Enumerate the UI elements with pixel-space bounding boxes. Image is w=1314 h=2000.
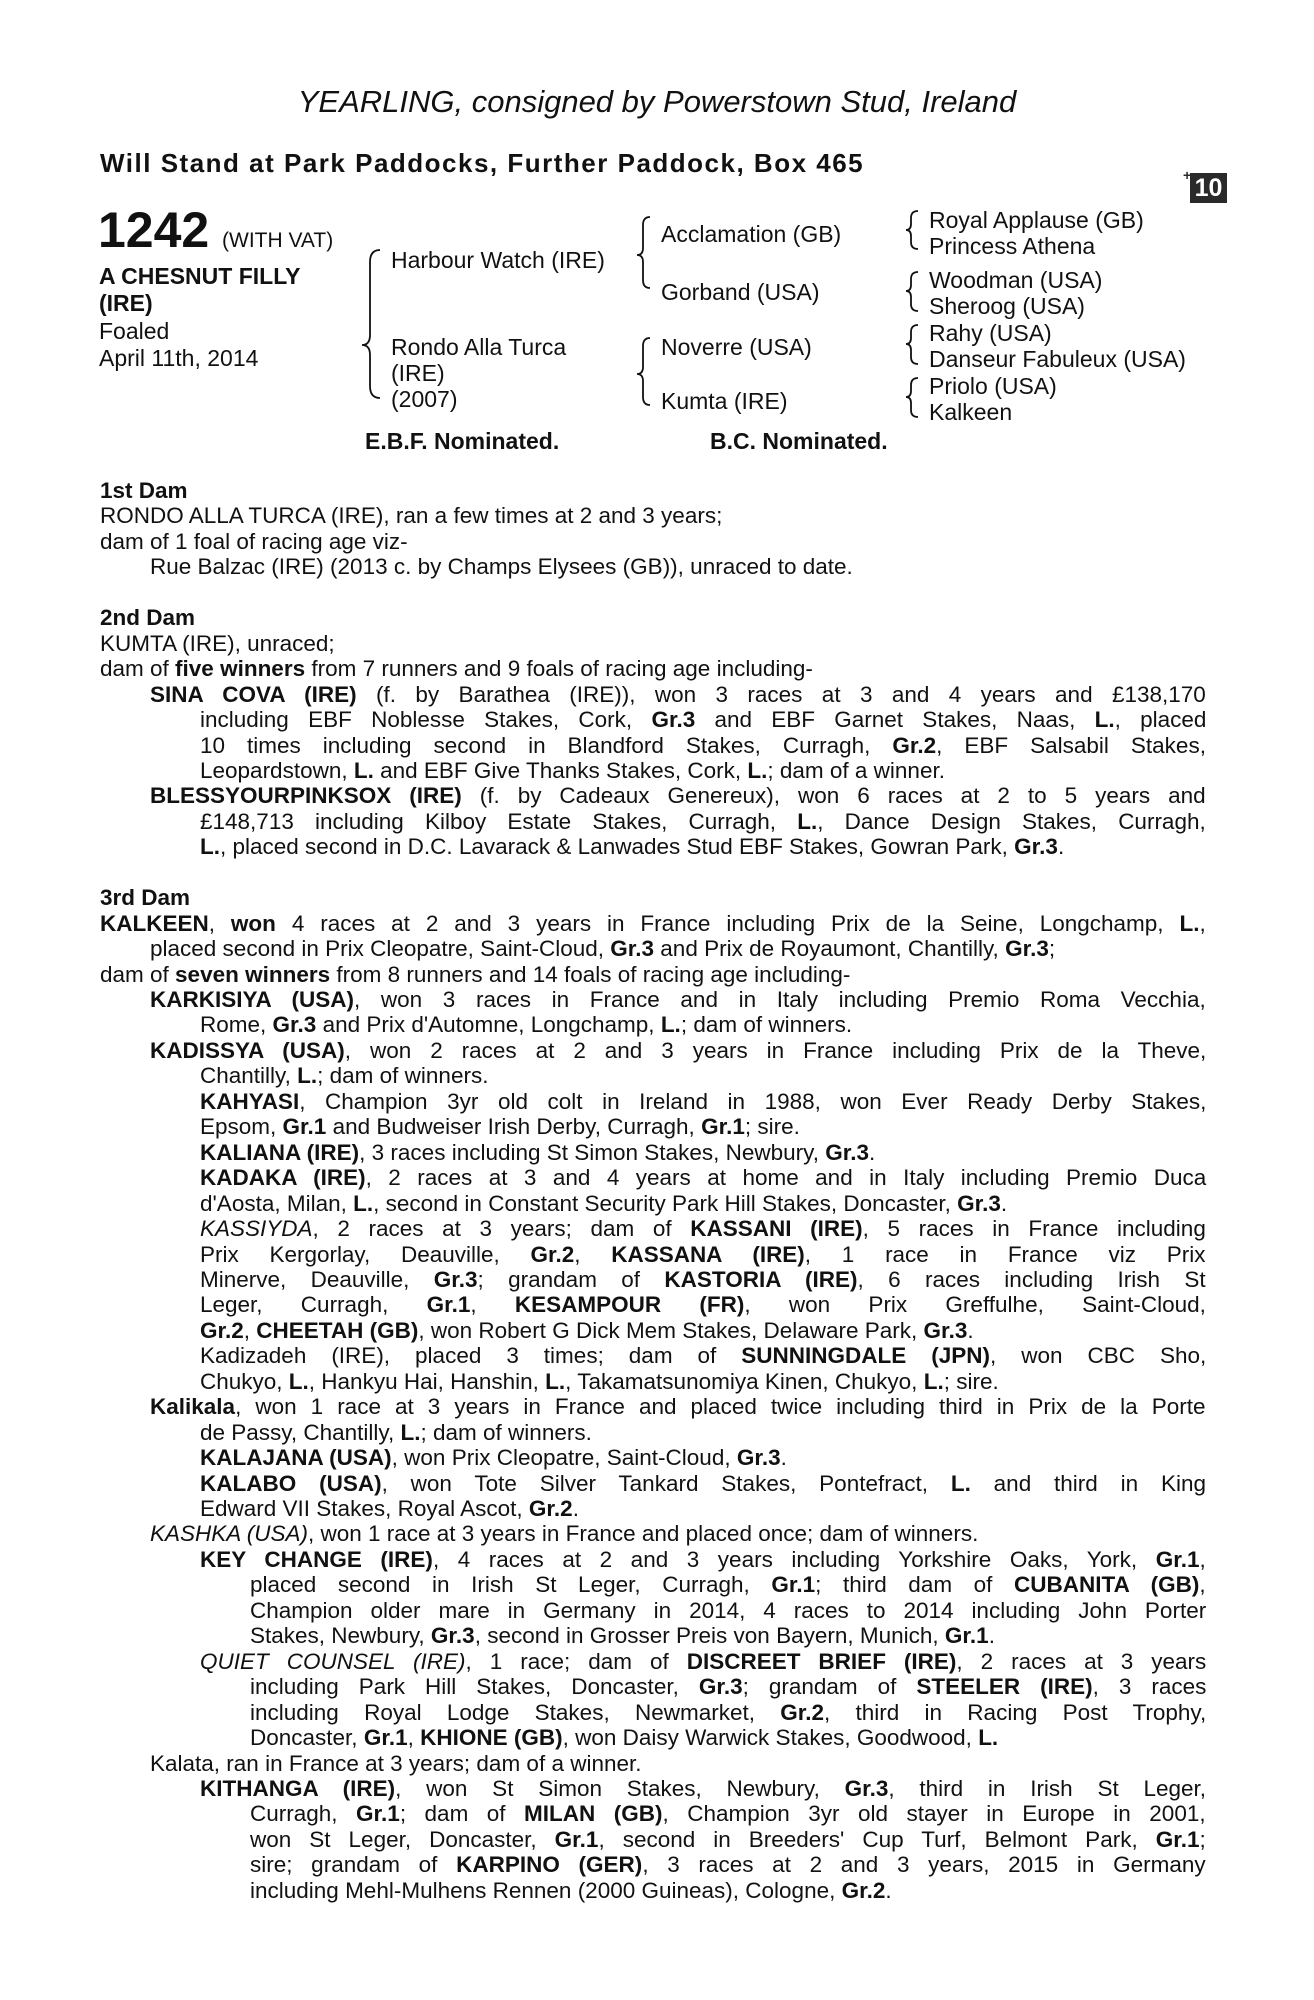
text-span: Gr.3 [1005, 936, 1049, 962]
text-line [200, 1445, 787, 1470]
text-span: Gr.3 [736, 1445, 781, 1471]
text-span: , [470, 1292, 515, 1318]
text-line [200, 1140, 875, 1165]
text-line [200, 1114, 800, 1139]
text-span: CUBANITA (GB) [1014, 1572, 1200, 1598]
text-span: Edward VII Stakes, Royal Ascot, [200, 1496, 529, 1521]
section-heading: 3rd Dam [100, 885, 191, 911]
text-span: , won Robert G Dick Mem Stakes, Delaware Park, [418, 1317, 924, 1343]
text-line [200, 809, 1206, 834]
text-line [200, 1292, 1206, 1317]
text-line [200, 1089, 1206, 1114]
text-span: , won Tote Silver Tankard Stakes, Pontefract, [381, 1470, 951, 1496]
text-span: BLESSYOURPINKSOX (IRE) [150, 783, 462, 809]
text-span: seven winners [175, 961, 331, 987]
text-span: KARPINO (GER) [456, 1852, 643, 1878]
text-span: placed second in Prix Cleopatre, Saint-Cloud, [150, 936, 611, 962]
text-span: L. [353, 1190, 374, 1216]
text-span: , 2 races at 3 years [956, 1648, 1207, 1674]
text-span: , 2 races at 3 and 4 years at home and in Italy including Premio Duca [365, 1165, 1207, 1191]
text-span: ; dam of a winner. [767, 757, 945, 783]
text-line [200, 1318, 974, 1343]
text-span: , Champion 3yr old colt in Ireland in 1988, won Ever Ready Derby Stakes, [299, 1088, 1207, 1114]
text-span: Chantilly, [200, 1063, 298, 1089]
text-span: Rome, [200, 1012, 273, 1038]
text-span: , 6 races including Irish St [857, 1266, 1206, 1292]
text-span: , third in Irish St Leger, [888, 1775, 1207, 1801]
text-line [200, 1063, 488, 1088]
text-span: ; [1048, 936, 1056, 962]
text-span: , [208, 910, 231, 936]
text-span: Gr.3 [651, 707, 696, 733]
pedigree-dss: Rahy (USA) [929, 320, 1052, 346]
text-span: Gr.2 [200, 1317, 244, 1343]
text-line [200, 733, 1206, 758]
text-span: KHIONE (GB) [420, 1725, 563, 1751]
text-span: RONDO ALLA TURCA (IRE), ran a few times at 2 and 3 years; [100, 503, 723, 529]
text-span: ; grandam of [477, 1266, 665, 1292]
text-span: KASTORIA (IRE) [664, 1266, 858, 1292]
bc-nominated: B.C. Nominated. [710, 428, 888, 454]
text-span: Gr.3 [844, 1775, 889, 1801]
text-span: Gr.1 [282, 1114, 327, 1140]
text-span: Gr.3 [825, 1139, 869, 1165]
text-span: L. [797, 808, 818, 834]
text-span: five winners [175, 656, 306, 682]
foaled-date: April 11th, 2014 [99, 345, 259, 371]
text-span: L. [660, 1012, 681, 1038]
text-span: dam of [100, 961, 176, 987]
text-line [200, 1343, 1206, 1368]
text-span: Leopardstown, [200, 757, 354, 783]
text-span: Doncaster, [250, 1725, 364, 1751]
text-span: L. [200, 834, 220, 860]
text-span: Gr.3 [430, 1623, 475, 1649]
pedigree-dam-line-3: (2007) [391, 386, 458, 412]
text-line [150, 682, 1206, 707]
lot-description-line-1: A CHESNUT FILLY [99, 263, 301, 289]
text-span: (f. by Cadeaux Genereux), won 6 races at 2 to 5 years and [461, 783, 1206, 809]
text-span: Kadizadeh (IRE), placed 3 times; dam of [200, 1343, 742, 1369]
text-span: £148,713 including Kilboy Estate Stakes, Curragh, [200, 808, 798, 834]
text-span: Gr.1 [944, 1623, 989, 1649]
text-span: , [407, 1725, 421, 1751]
section-heading: 1st Dam [100, 478, 188, 503]
text-span: including EBF Noblesse Stakes, Cork, [200, 707, 652, 733]
text-span: ; [1199, 1826, 1206, 1852]
text-span: ; third dam of [815, 1572, 1015, 1598]
text-line [150, 987, 1206, 1012]
text-span: , [1199, 910, 1206, 936]
text-span: DISCREET BRIEF (IRE) [686, 1648, 957, 1674]
text-span: dam of 1 foal of racing age viz- [100, 528, 408, 554]
text-line [200, 1496, 579, 1521]
text-span: L. [400, 1419, 421, 1445]
text-span: CHEETAH (GB) [256, 1317, 419, 1343]
text-span: STEELER (IRE) [916, 1674, 1093, 1700]
text-span: Gr.2 [780, 1699, 825, 1725]
text-span: , 1 race; dam of [465, 1648, 687, 1674]
text-line [100, 656, 813, 681]
text-span: , 4 races at 2 and 3 years including Yorkshire Oaks, York, [432, 1546, 1156, 1572]
text-line [250, 1598, 1206, 1623]
text-span: from 7 runners and 9 foals of racing age including- [305, 656, 813, 682]
text-span: , second in Constant Security Park Hill Stakes, Doncaster, [373, 1190, 958, 1216]
text-span: KEY CHANGE (IRE) [200, 1546, 433, 1572]
text-line [200, 1216, 1206, 1241]
text-span: including Mehl-Mulhens Rennen (2000 Guineas), Cologne, [250, 1877, 842, 1903]
brace-main [362, 250, 380, 398]
text-span: L. [288, 1368, 309, 1394]
text-span: Kalata, ran in France at 3 years; dam of a winner. [150, 1750, 642, 1776]
text-line [200, 1420, 592, 1445]
text-span: , Hankyu Hai, Hanshin, [308, 1368, 546, 1394]
text-span: MILAN (GB) [524, 1801, 663, 1827]
text-line [200, 1012, 852, 1037]
text-span: and Prix d'Automne, Longchamp, [316, 1012, 661, 1038]
text-line [200, 1776, 1206, 1801]
text-span: Rue Balzac (IRE) (2013 c. by Champs Elysees (GB)), unraced to date. [150, 554, 853, 580]
text-span: KALABO (USA) [200, 1470, 382, 1496]
text-span: KASSIYDA [200, 1216, 313, 1242]
text-line [250, 1623, 995, 1648]
pedigree-ssd: Princess Athena [929, 233, 1096, 259]
text-span: , won 2 races at 2 and 3 years in France including Prix de la Theve, [344, 1037, 1207, 1063]
text-span: Gr.2 [530, 1241, 575, 1267]
text-span: Chukyo, [200, 1368, 289, 1394]
text-span: KALIANA (IRE) [200, 1139, 360, 1165]
text-span: L. [978, 1725, 999, 1751]
text-span: KALAJANA (USA) [200, 1445, 392, 1471]
text-span: . [967, 1317, 974, 1343]
text-span: , second in Breeders' Cup Turf, Belmont Park, [598, 1826, 1156, 1852]
pedigree-sire-sire: Acclamation (GB) [661, 221, 842, 247]
badge-value: 10 [1194, 174, 1223, 202]
text-line [150, 936, 1055, 961]
text-span: de Passy, Chantilly, [200, 1419, 401, 1445]
text-span: , 1 race in France viz Prix [804, 1241, 1206, 1267]
pedigree-ddd: Kalkeen [929, 399, 1013, 425]
text-line [250, 1674, 1206, 1699]
text-span: , placed [1114, 707, 1207, 733]
text-line [150, 1751, 642, 1776]
text-span: Gr.2 [841, 1877, 886, 1903]
text-line [200, 1191, 1007, 1216]
pedigree-sss: Royal Applause (GB) [929, 207, 1144, 233]
text-line [100, 478, 188, 503]
text-line [100, 503, 722, 528]
text-span: . [572, 1496, 579, 1521]
text-span: placed second in Irish St Leger, Curragh, [250, 1572, 772, 1598]
text-span: , [574, 1241, 612, 1267]
text-span: KASSANI (IRE) [690, 1216, 863, 1242]
text-span: , Champion 3yr old stayer in Europe in 2001, [662, 1801, 1206, 1827]
text-span: Gr.1 [363, 1725, 408, 1751]
text-span: Gr.2 [528, 1496, 573, 1521]
text-line [150, 1521, 978, 1546]
text-span: , [1199, 1546, 1206, 1572]
text-span: , placed second in D.C. Lavarack & Lanwades Stud EBF Stakes, Gowran Park, [220, 834, 1015, 860]
text-span: Gr.3 [1014, 834, 1058, 860]
stand-location: Will Stand at Park Paddocks, Further Paddock, Box 465 [100, 148, 865, 178]
text-span: , Takamatsunomiya Kinen, Chukyo, [565, 1368, 924, 1394]
text-span: Prix Kergorlay, Deauville, [200, 1241, 531, 1267]
text-line [150, 1394, 1206, 1419]
lot-number: 1242 [98, 202, 210, 258]
pedigree-sdd: Sheroog (USA) [929, 293, 1085, 319]
text-span: ; dam of winners. [420, 1419, 592, 1445]
text-span: Gr.1 [426, 1292, 471, 1318]
lot-description-line-2: (IRE) [99, 290, 153, 316]
text-line [100, 605, 195, 630]
text-span: L. [353, 757, 374, 783]
text-span: Gr.3 [698, 1674, 743, 1700]
text-span: KAHYASI [200, 1088, 300, 1114]
text-line [150, 554, 853, 579]
text-span: dam of [100, 656, 176, 682]
text-span: 10 times including second in Blandford Stakes, Curragh, [200, 732, 893, 758]
text-span: , won Prix Greffulhe, Saint-Cloud, [744, 1292, 1206, 1318]
foaled-label: Foaled [99, 318, 170, 344]
text-span: , [1199, 1572, 1206, 1598]
text-span: Gr.3 [957, 1190, 1001, 1216]
text-span: , won Daisy Warwick Stakes, Goodwood, [562, 1725, 979, 1751]
text-span: , 3 races including St Simon Stakes, Newbury, [359, 1139, 826, 1165]
text-span: , 5 races in France including [862, 1216, 1206, 1242]
text-span: , second in Grosser Preis von Bayern, Munich, [474, 1623, 945, 1649]
text-span: Champion older mare in Germany in 2014, 4 races to 2014 including John Porter [250, 1597, 1207, 1623]
text-span: KESAMPOUR (FR) [514, 1292, 745, 1318]
pedigree-dds: Priolo (USA) [929, 373, 1057, 399]
text-span: KADAKA (IRE) [200, 1165, 366, 1191]
pedigree-dam-line-1: Rondo Alla Turca [391, 334, 567, 360]
text-line [150, 783, 1206, 808]
text-span: Gr.1 [356, 1801, 400, 1827]
pedigree-dam-dam: Kumta (IRE) [661, 388, 788, 414]
text-span: . [988, 1623, 995, 1649]
pedigree-sire-dam: Gorband (USA) [661, 279, 820, 305]
lot-vat: (WITH VAT) [222, 229, 334, 252]
text-span: Gr.1 [1155, 1826, 1200, 1852]
text-span: , 3 races at 2 and 3 years, 2015 in Germany [642, 1852, 1206, 1878]
text-span: from 8 runners and 14 foals of racing age including- [330, 961, 851, 987]
text-span: 4 races at 2 and 3 years in France including Prix de la Seine, Longchamp, [275, 910, 1180, 936]
text-span: Kalikala [150, 1394, 236, 1420]
text-span: L. [747, 757, 768, 783]
text-span: , won Prix Cleopatre, Saint-Cloud, [391, 1445, 737, 1471]
text-span: , 2 races at 3 years; dam of [312, 1216, 691, 1242]
brace-ds [906, 325, 918, 364]
badge-plus: + [1183, 167, 1192, 183]
text-span: Gr.1 [701, 1114, 745, 1140]
text-span: ; dam of [399, 1801, 525, 1827]
text-span: and EBF Give Thanks Stakes, Cork, [373, 757, 748, 783]
text-span: including Park Hill Stakes, Doncaster, [250, 1674, 699, 1700]
text-span: and Prix de Royaumont, Chantilly, [654, 936, 1006, 962]
text-line [250, 1852, 1206, 1877]
brace-sire [637, 217, 650, 288]
text-span: Gr.3 [433, 1266, 478, 1292]
text-span: ; dam of winners. [680, 1012, 853, 1038]
text-span: (f. by Barathea (IRE)), won 3 races at 3 and 4 years and £138,170 [356, 681, 1206, 707]
text-line [200, 1471, 1206, 1496]
text-line [250, 1827, 1206, 1852]
text-span: L. [545, 1368, 566, 1394]
text-span: Gr.1 [771, 1572, 816, 1598]
text-span: L. [297, 1063, 318, 1089]
text-span: . [1000, 1190, 1008, 1216]
pedigree-sire: Harbour Watch (IRE) [391, 247, 605, 273]
text-span: KALKEEN [100, 910, 209, 936]
text-line [200, 707, 1206, 732]
text-span: Gr.1 [554, 1826, 599, 1852]
text-line [250, 1878, 892, 1903]
text-span: , won 1 race at 3 years in France and placed twice including third in Prix de la Porte [235, 1394, 1206, 1420]
text-line [200, 834, 1064, 859]
text-span: L. [1179, 910, 1200, 936]
text-line [200, 1267, 1206, 1292]
brace-ss [906, 211, 918, 249]
text-span: SINA COVA (IRE) [150, 681, 357, 707]
pedigree-dsd: Danseur Fabuleux (USA) [929, 346, 1186, 372]
text-line [100, 631, 335, 656]
text-span: ; sire. [943, 1368, 999, 1394]
text-span: . [885, 1877, 892, 1903]
text-line [200, 1242, 1206, 1267]
text-line [100, 885, 190, 910]
text-span: and third in King [970, 1470, 1207, 1496]
text-span: . [780, 1445, 787, 1471]
text-span: KADISSYA (USA) [150, 1037, 345, 1063]
text-span: KITHANGA (IRE) [200, 1775, 396, 1801]
text-span: , Dance Design Stakes, Curragh, [817, 808, 1206, 834]
text-span: , EBF Salsabil Stakes, [936, 732, 1206, 758]
text-line [250, 1801, 1206, 1826]
text-line [200, 1547, 1206, 1572]
text-span: Gr.3 [923, 1317, 968, 1343]
pedigree-dam-line-2: (IRE) [391, 360, 445, 386]
pedigree-dam-sire: Noverre (USA) [661, 334, 812, 360]
text-line [200, 1165, 1206, 1190]
text-span: . [1057, 834, 1065, 860]
text-line [100, 529, 408, 554]
text-line [100, 962, 850, 987]
text-span: Epsom, [200, 1114, 283, 1140]
text-span: , [243, 1317, 257, 1343]
text-span: L. [1094, 707, 1115, 733]
text-span: , third in Racing Post Trophy, [824, 1699, 1207, 1725]
text-span: , 3 races [1092, 1674, 1207, 1700]
text-span: and EBF Garnet Stakes, Naas, [695, 707, 1095, 733]
text-span: QUIET COUNSEL (IRE) [200, 1648, 466, 1674]
text-span: and Budweiser Irish Derby, Curragh, [326, 1114, 702, 1140]
text-line [250, 1725, 998, 1750]
text-span: including Royal Lodge Stakes, Newmarket, [250, 1699, 781, 1725]
text-span: Leger, Curragh, [200, 1292, 427, 1318]
page-header: YEARLING, consigned by Powerstown Stud, Ireland [297, 84, 1017, 119]
text-line [250, 1700, 1206, 1725]
text-span: d'Aosta, Milan, [200, 1190, 354, 1216]
text-span: Gr.1 [1155, 1546, 1200, 1572]
text-span: Gr.3 [272, 1012, 317, 1038]
text-span: KASSANA (IRE) [611, 1241, 805, 1267]
text-line [200, 1369, 999, 1394]
text-span: ; sire. [744, 1114, 800, 1140]
text-span: ; dam of winners. [317, 1063, 489, 1089]
pedigree-dam [391, 334, 566, 412]
text-span: Gr.3 [610, 936, 655, 962]
text-span: Minerve, Deauville, [200, 1266, 434, 1292]
text-span: . [868, 1139, 876, 1165]
pedigree-sds: Woodman (USA) [929, 267, 1103, 293]
text-span: Stakes, Newbury, [250, 1623, 431, 1649]
text-span: , won 1 race at 3 years in France and placed once; dam of winners. [307, 1521, 979, 1547]
section-heading: 2nd Dam [100, 605, 196, 631]
text-span: SUNNINGDALE (JPN) [741, 1343, 991, 1369]
text-span: Curragh, [250, 1801, 357, 1827]
text-span: L. [950, 1470, 971, 1496]
text-line [150, 1038, 1206, 1063]
text-span: sire; grandam of [250, 1852, 457, 1878]
text-span: Gr.2 [892, 732, 937, 758]
text-span: , won 3 races in France and in Italy including Premio Roma Vecchia, [354, 987, 1206, 1012]
brace-dd [906, 378, 918, 417]
text-span: KASHKA (USA) [150, 1521, 308, 1547]
brace-dam [637, 338, 650, 405]
ebf-nominated: E.B.F. Nominated. [365, 428, 560, 454]
text-line [200, 1649, 1206, 1674]
brace-sd [906, 272, 918, 311]
text-span: , won CBC Sho, [990, 1343, 1207, 1369]
text-span: won St Leger, Doncaster, [250, 1826, 555, 1852]
text-line [200, 758, 945, 783]
text-span: KUMTA (IRE), unraced; [100, 630, 335, 656]
text-line [100, 911, 1206, 936]
text-span: won [230, 910, 276, 936]
text-span: , won St Simon Stakes, Newbury, [395, 1775, 845, 1801]
text-span: KARKISIYA (USA) [150, 987, 354, 1012]
text-line [250, 1572, 1206, 1597]
text-span: ; grandam of [742, 1674, 917, 1700]
text-span: L. [923, 1368, 944, 1394]
